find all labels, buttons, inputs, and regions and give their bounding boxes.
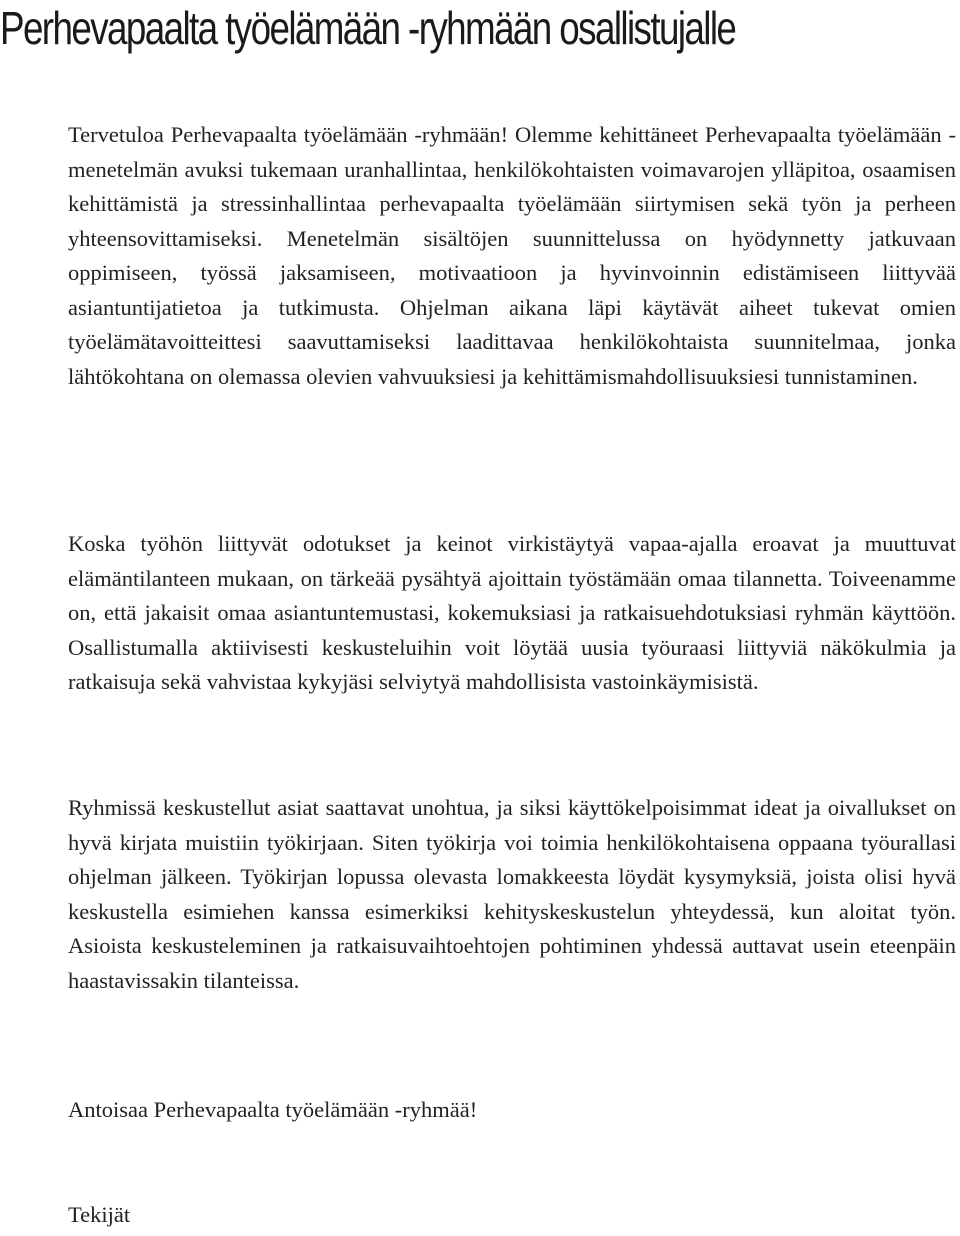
intro-paragraph: Tervetuloa Perhevapaalta työelämään -ryhmään! Olemme kehittäneet Perhevapaalta työelämään -menetelmän avuksi tukemaan uranhallintaa, henkilökohtaisten voimavarojen ylläpitoa, osaamisen kehittämistä ja stressinhallintaa perhevapaalta työelämään siirtymisen sekä työn ja perheen yhteensovittamiseksi. Menetelmän sisältöjen suunnittelussa on hyödynnetty jatkuvaan oppimiseen, työssä jaksamiseen, motivaatioon ja hyvinvoinnin edistämiseen liittyvää asiantuntijatietoa ja tutkimusta. Ohjelman aikana läpi käytävät aiheet tukevat omien työelämätavoitteittesi saavuttamiseksi laadittavaa henkilökohtaista suunnitelmaa, jonka lähtökohtana on olemassa olevien vahvuuksiesi ja kehittämismahdollisuuksiesi tunnistaminen. xyxy=(68,122,956,389)
page-title: Perhevapaalta työelämään -ryhmään osallistujalle xyxy=(0,2,736,54)
expectations-paragraph: Koska työhön liittyvät odotukset ja keinot virkistäytyä vapaa-ajalla eroavat ja muuttuvat elämäntilanteen mukaan, on tärkeää pysähtyä ajoittain työstämään omaa tilannetta. Toiveenamme on, että jakaisit omaa asiantuntemustasi, kokemuksiasi ja ratkaisuehdotuksiasi ryhmän käyttöön. Osallistumalla aktiivisesti keskusteluihin voit löytää uusia työuraasi liittyviä näkökulmia ja ratkaisuja sekä vahvistaa kykyjäsi selviytyä mahdollisista vastoinkäymisistä. xyxy=(68,531,956,694)
workbook-paragraph: Ryhmissä keskustellut asiat saattavat unohtua, ja siksi käyttökelpoisimmat ideat ja oivallukset on hyvä kirjata muistiin työkirjaan. Siten työkirja voi toimia henkilökohtaisena oppaana työurallasi ohjelman jälkeen. Työkirjan lopussa olevasta lomakkeesta löydät kysymyksiä, joista olisi hyvä keskustella esimiehen kanssa esimerkiksi kehityskeskustelun yhteydessä, kun aloitat työn. Asioista keskusteleminen ja ratkaisuvaihtoehtojen pohtiminen yhdessä auttavat usein eteenpäin haastavissakin tilanteissa. xyxy=(68,795,956,993)
signature-line: Tekijät xyxy=(68,1202,131,1227)
closing-line: Antoisaa Perhevapaalta työelämään -ryhmää! xyxy=(68,1097,478,1122)
